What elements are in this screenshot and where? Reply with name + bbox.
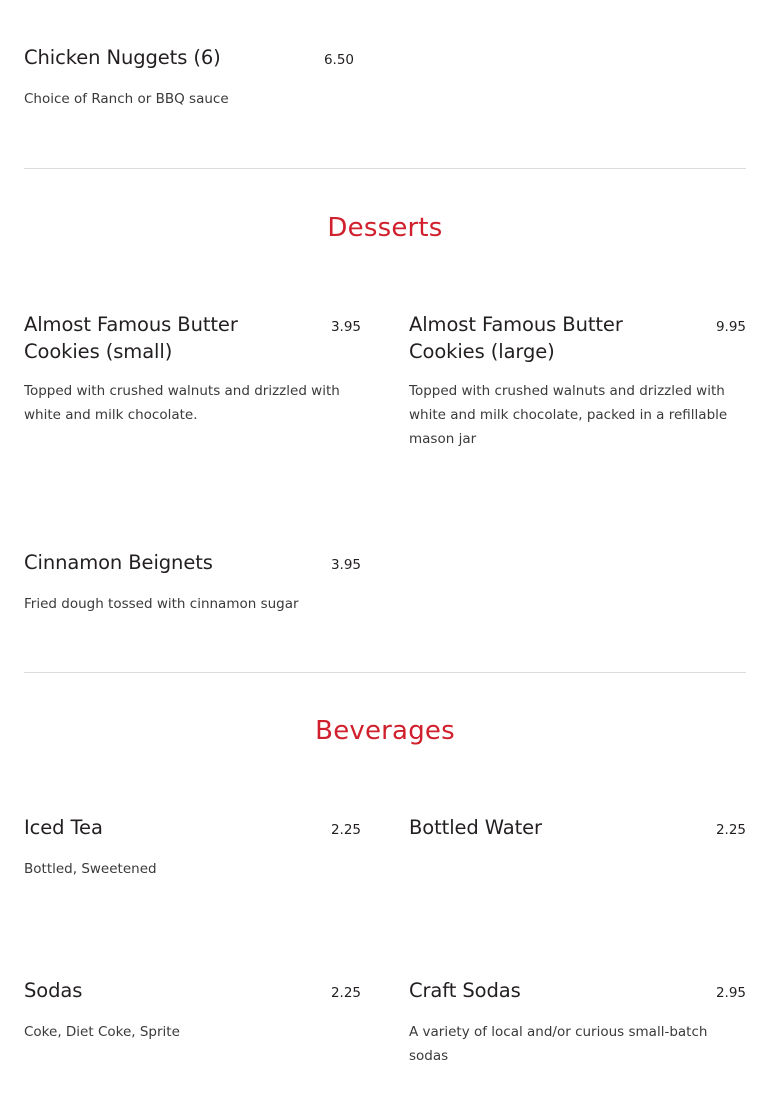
section-heading-beverages: Beverages (315, 716, 455, 746)
menu-item-price: 3.95 (330, 319, 361, 335)
menu-item-craft-sodas (409, 977, 746, 1068)
menu-item-header (24, 814, 361, 843)
menu-item-description: Topped with crushed walnuts and drizzled with white and milk chocolate. (24, 383, 340, 423)
menu-item-name: Almost Famous Butter Cookies (large) (409, 313, 623, 363)
menu-item-description: Topped with crushed walnuts and drizzled with white and milk chocolate, packed in a refillable mason jar (409, 383, 728, 447)
menu-item-cinnamon-beignets (24, 549, 361, 616)
menu-item-header (409, 977, 746, 1006)
menu-item-header (24, 977, 361, 1006)
menu-item-description: Coke, Diet Coke, Sprite (24, 1024, 180, 1040)
menu-item-header (409, 814, 746, 843)
menu-item-sodas (24, 977, 361, 1044)
menu-item-name: Bottled Water (409, 816, 542, 839)
menu-item-description: Choice of Ranch or BBQ sauce (24, 91, 229, 107)
section-divider (24, 168, 746, 169)
menu-item-price: 3.95 (330, 557, 361, 573)
menu-item-price: 9.95 (715, 319, 746, 335)
menu-item-price: 2.25 (715, 822, 746, 838)
menu-item-header (24, 549, 361, 578)
menu-item-description: A variety of local and/or curious small-batch sodas (409, 1024, 708, 1064)
menu-item-butter-cookies-large (409, 311, 746, 451)
menu-item-header (409, 311, 746, 365)
menu-item-name: Craft Sodas (409, 979, 521, 1002)
menu-item-description: Bottled, Sweetened (24, 861, 157, 877)
menu-item-name: Sodas (24, 979, 83, 1002)
section-heading-desserts: Desserts (327, 213, 443, 243)
menu-item-header (24, 311, 361, 365)
menu-item-header (24, 44, 354, 73)
section-divider (24, 672, 746, 673)
menu-item-price: 2.25 (330, 822, 361, 838)
menu-item-chicken-nuggets (24, 44, 354, 111)
menu-item-name: Cinnamon Beignets (24, 551, 213, 574)
menu-item-name: Chicken Nuggets (6) (24, 46, 221, 69)
menu-item-price: 2.95 (715, 985, 746, 1001)
menu-item-price: 6.50 (323, 52, 354, 68)
menu-item-name: Iced Tea (24, 816, 103, 839)
menu-item-iced-tea (24, 814, 361, 881)
menu-item-description: Fried dough tossed with cinnamon sugar (24, 596, 299, 612)
menu-item-name: Almost Famous Butter Cookies (small) (24, 313, 238, 363)
menu-item-price: 2.25 (330, 985, 361, 1001)
menu-item-bottled-water (409, 814, 746, 857)
menu-item-butter-cookies-small (24, 311, 361, 427)
